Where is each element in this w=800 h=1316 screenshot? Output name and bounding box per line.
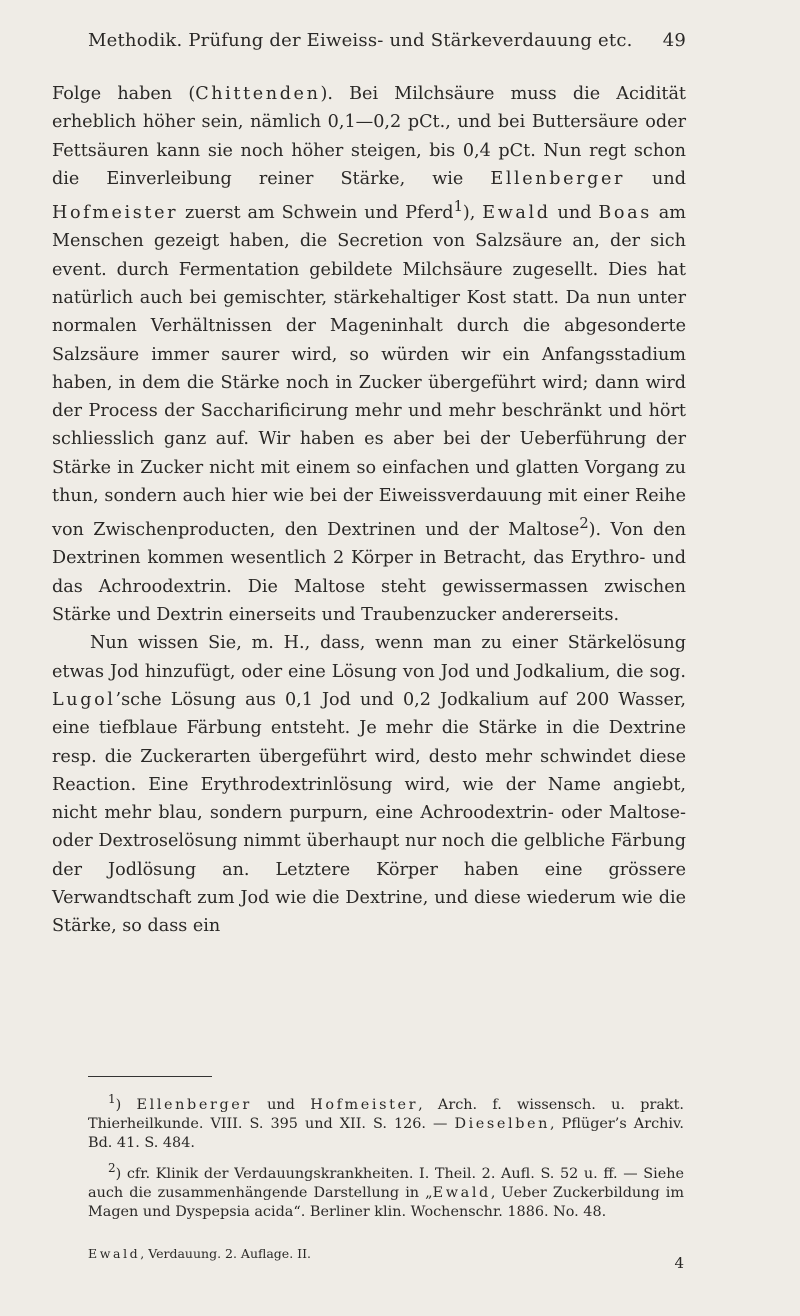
main-text — [52, 80, 686, 941]
spaced-name: Ewald — [432, 1184, 491, 1201]
spaced-name: Ellenberger — [136, 1096, 252, 1113]
footnote-marker: 1 — [108, 1092, 116, 1106]
paragraph-1: Folge haben (Chittenden). Bei Milchsäure muss die Acidität erheblich höher sein, nämlich 0,1—0,2 pCt., und bei Buttersäure oder Fettsäuren kann sie noch höher steigen, bis 0,4 pCt. Nun regt schon die Einverleibung reiner Stärke, wie Ellenberger und Hofmeister zuerst am Schwein und Pferd$^1$), Ewald und Boas am Menschen gezeigt haben, die Secretion von Salzsäure an, der sich event. durch Fermentation gebildete Milchsäure zugesellt. Dies hat natürlich auch bei gemischter, stärkehaltiger Kost statt. Da nun unter normalen Verhältnissen der Mageninhalt durch die abgesonderte Salzsäure immer saurer wird, so würden wir ein Anfangsstadium haben, in dem die Stärke noch in Zucker übergeführt wird; dann wird der Process der Saccharificirung mehr und mehr beschränkt und hört schliesslich ganz auf. Wir haben es aber bei der Ueberführung der Stärke in Zucker nicht mit einem so einfachen und glatten Vorgang zu thun, sondern auch hier wie bei der Eiweissverdauung mit einer Reihe von Zwischenproducten, den Dextrinen und der Maltose$^2$). Von den Dextrinen kommen wesentlich 2 Körper in Betracht, das Erythro- und das Achroodextrin. Die Maltose steht gewissermassen zwischen Stärke und Dextrin einerseits und Traubenzucker andererseits. — [52, 84, 687, 626]
footnote-2: $^2$) cfr. Klinik der Verdauungskrankheiten. I. Theil. 2. Aufl. S. 52 u. ff. — Siehe auch die zusammenhängende Darstellung in „Ewald, Ueber Zuckerbildung im Magen und Dyspepsia acida“. Berliner klin. Wochenschr. 1886. No. 48. — [88, 1160, 684, 1220]
spaced-name: Ellenberger — [490, 168, 625, 189]
footnotes — [88, 1090, 684, 1228]
spaced-name: Chittenden — [195, 84, 321, 104]
footnote-rule — [88, 1076, 212, 1077]
spaced-name: Hofmeister — [52, 203, 179, 224]
spaced-name: Hofmeister — [310, 1096, 419, 1113]
printer-signature — [88, 1246, 311, 1261]
spaced-name: Dieselben — [454, 1115, 551, 1132]
spaced-name: Ewald — [482, 203, 551, 224]
spaced-name: Lugol — [52, 689, 116, 710]
running-title: Methodik. Prüfung der Eiweiss- und Stärkeverdauung etc. — [88, 30, 633, 51]
signature-author: Ewald — [88, 1246, 141, 1261]
sheet-number: 4 — [674, 1254, 684, 1272]
footnote-1: $^1$) Ellenberger und Hofmeister, Arch. f. wissensch. u. prakt. Thierheilkunde. VIII. S. 395 und XII. S. 126. — Dieselben, Pflüger’s Archiv. Bd. 41. S. 484. — [88, 1092, 684, 1151]
paragraph-2: Nun wissen Sie, m. H., dass, wenn man zu einer Stärkelösung etwas Jod hinzufügt, oder eine Lösung von Jod und Jodkalium, die sog. Lugol’sche Lösung aus 0,1 Jod und 0,2 Jodkalium auf 200 Wasser, eine tiefblaue Färbung entsteht. Je mehr die Stärke in die Dextrine resp. die Zuckerarten übergeführt wird, desto mehr schwindet diese Reaction. Eine Erythrodextrinlösung wird, wie der Name angiebt, nicht mehr blau, sondern purpurn, eine Achroodextrin- oder Maltose- oder Dextroselösung nimmt überhaupt nur noch die gelbliche Färbung der Jodlösung an. Letztere Körper haben eine grössere Verwandtschaft zum Jod wie die Dextrine, und diese wiederum wie die Stärke, so dass ein — [52, 633, 686, 937]
footnote-marker: 2 — [108, 1160, 116, 1175]
spaced-name: Boas — [598, 203, 652, 224]
page-number: 49 — [662, 30, 686, 51]
footnote-marker: 1 — [453, 198, 463, 216]
footnote-marker: 2 — [579, 515, 589, 533]
signature-rest: , Verdauung. 2. Auflage. II. — [140, 1246, 311, 1261]
